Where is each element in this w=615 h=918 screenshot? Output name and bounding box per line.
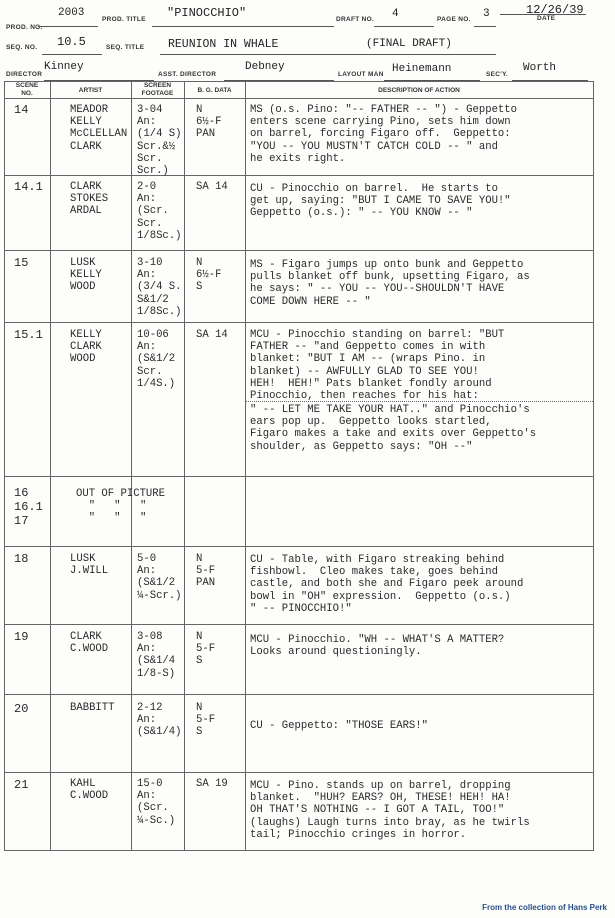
bg-data-cell: N 5-F S	[196, 631, 216, 668]
header-line-1	[6, 16, 43, 34]
footage-cell: 3-08 An: (S&1/4 1/8-S)	[137, 631, 176, 680]
layout-man: Heinemann	[392, 63, 452, 75]
action-cell-continued: " -- LET ME TAKE YOUR HAT.." and Pinocchio's ears pop up. Geppetto looks startled, Figaro makes a take and exits over Geppetto's shoulder, as Geppetto says: "OH --"	[250, 404, 537, 453]
page-no-label: PAGE NO.	[437, 16, 471, 23]
artist-cell: KELLY CLARK WOOD	[70, 329, 102, 366]
artist-cell: CLARK STOKES ARDAL	[70, 181, 109, 218]
col-bg-data: B. G. DATA	[197, 87, 232, 94]
layout-man-label: LAYOUT MAN	[338, 71, 384, 78]
date-label: DATE	[537, 15, 556, 22]
scene-no: 19	[14, 630, 29, 644]
bg-data-cell: SA 14	[196, 181, 228, 193]
bg-data-cell: SA 19	[196, 778, 228, 790]
action-cell: CU - Pinocchio on barrel. He starts to get up, saying: "BUT I CAME TO SAVE YOU!" Geppetto (o.s.): " -- YOU KNOW -- "	[250, 183, 511, 220]
footage-cell: 5-0 An: (S&1/2 ¼-Scr.)	[137, 553, 182, 602]
bg-data-cell: N 6½-F S	[196, 257, 222, 294]
footage-cell: 15-0 An: (Scr. ¼-Sc.)	[137, 778, 176, 827]
action-cell: MS - Figaro jumps up onto bunk and Geppetto pulls blanket off bunk, upsetting Figaro, as he says: " -- YOU -- YOU--SHOULDN'T HAVE COME DOWN HERE -- "	[250, 259, 530, 308]
scene-no: 21	[14, 778, 29, 792]
seq-no-label: SEQ. NO.	[6, 44, 38, 51]
action-cell: MCU - Pinocchio standing on barrel: "BUT FATHER -- "and Geppetto comes in with blanket: "BUT I AM -- (wraps Pino. in blanket) -- AWFULLY GLAD TO SEE YOU! HEH! HEH!" Pats blanket fondly around Pinocchio, then reaches for his hat:	[250, 329, 505, 403]
action-cell: CU - Geppetto: "THOSE EARS!"	[250, 720, 429, 732]
col-description: DESCRIPTION OF ACTION	[378, 87, 460, 94]
footage-cell: 3-10 An: (3/4 S. S&1/2 1/8Sc.)	[137, 257, 182, 318]
prod-title: "PINOCCHIO"	[167, 6, 247, 20]
director: Kinney	[44, 61, 84, 73]
scene-no: 14.1	[14, 180, 43, 194]
scene-no: 15	[14, 256, 29, 270]
scene-no: 16 16.1 17	[14, 486, 43, 528]
action-cell: CU - Table, with Figaro streaking behind fishbowl. Cleo makes take, goes behind castle, and both she and Figaro peek around bowl in "OH" expression. Geppetto (o.s.) " -- PINOCCHIO!"	[250, 554, 524, 615]
draft-no: 4	[392, 8, 399, 20]
draft-no-label: DRAFT NO.	[336, 16, 375, 23]
prod-no-label: PROD. NO.	[6, 24, 43, 31]
page-no: 3	[483, 8, 490, 20]
artist-cell: LUSK KELLY WOOD	[70, 257, 102, 294]
director-label: DIRECTOR	[6, 71, 43, 78]
bg-data-cell: N 5-F S	[196, 702, 216, 739]
date: 12/26/39	[526, 3, 584, 17]
scene-no: 18	[14, 552, 29, 566]
artist-cell: LUSK J.WILL	[70, 553, 109, 578]
scene-no: 15.1	[14, 328, 43, 342]
prod-no: 2003	[58, 7, 85, 19]
bg-data-cell: SA 14	[196, 329, 228, 341]
secy: Worth	[523, 62, 557, 74]
footage-cell: 2-0 An: (Scr. Scr. 1/8Sc.)	[137, 181, 182, 242]
scene-no: 14	[14, 103, 29, 117]
footage-cell: 2-12 An: (S&1/4)	[137, 702, 182, 739]
scene-no: 20	[14, 702, 29, 716]
action-cell: MS (o.s. Pino: "-- FATHER -- ") - Geppetto enters scene carrying Pino, sets him down on barrel, forcing Figaro off. Geppetto: "YOU -- YOU MUSTN'T CATCH COLD -- " and he exits right.	[250, 104, 518, 165]
final-draft-note: (FINAL DRAFT)	[366, 38, 452, 50]
asst-director-label: ASST. DIRECTOR	[158, 71, 217, 78]
seq-no: 10.5	[57, 35, 86, 49]
footage-cell: 3-04 An: (1/4 S) Scr.&½ Scr. Scr.)	[137, 104, 182, 178]
artist-cell: KAHL C.WOOD	[70, 778, 109, 803]
artist-cell: BABBITT	[70, 702, 115, 714]
footage-cell: " "	[140, 500, 147, 525]
seq-title: REUNION IN WHALE	[168, 38, 279, 51]
collection-credit: From the collection of Hans Perk	[482, 903, 607, 912]
prod-title-label: PROD. TITLE	[102, 16, 146, 23]
artist-cell: CLARK C.WOOD	[70, 631, 109, 656]
action-cell: MCU - Pino. stands up on barrel, dropping blanket. "HUH? EARS? OH, THESE! HEH! HA! OH THAT'S NOTHING -- I GOT A TAIL, TOO!" (laughs) Laugh turns into bray, as he twirls tail; Pinocchio cringes in horror.	[250, 780, 530, 841]
bg-data-cell: N 6½-F PAN	[196, 104, 222, 141]
col-artist: ARTIST	[78, 87, 103, 94]
artist-cell: MEADOR KELLY McCLELLAN CLARK	[70, 104, 128, 153]
secy-label: SEC'Y.	[486, 71, 509, 78]
col-scene-no: SCENE NO.	[15, 82, 39, 97]
footage-cell: 10-06 An: (S&1/2 Scr. 1/4S.)	[137, 329, 176, 390]
artist-cell: OUT OF PICTURE " " " "	[76, 488, 166, 525]
bg-data-cell: N 5-F PAN	[196, 553, 216, 590]
asst-director: Debney	[245, 61, 285, 73]
seq-title-label: SEQ. TITLE	[106, 44, 145, 51]
action-cell: MCU - Pinocchio. "WH -- WHAT'S A MATTER? Looks around questioningly.	[250, 634, 505, 659]
col-screen-footage: SCREEN FOOTAGE	[141, 82, 174, 97]
